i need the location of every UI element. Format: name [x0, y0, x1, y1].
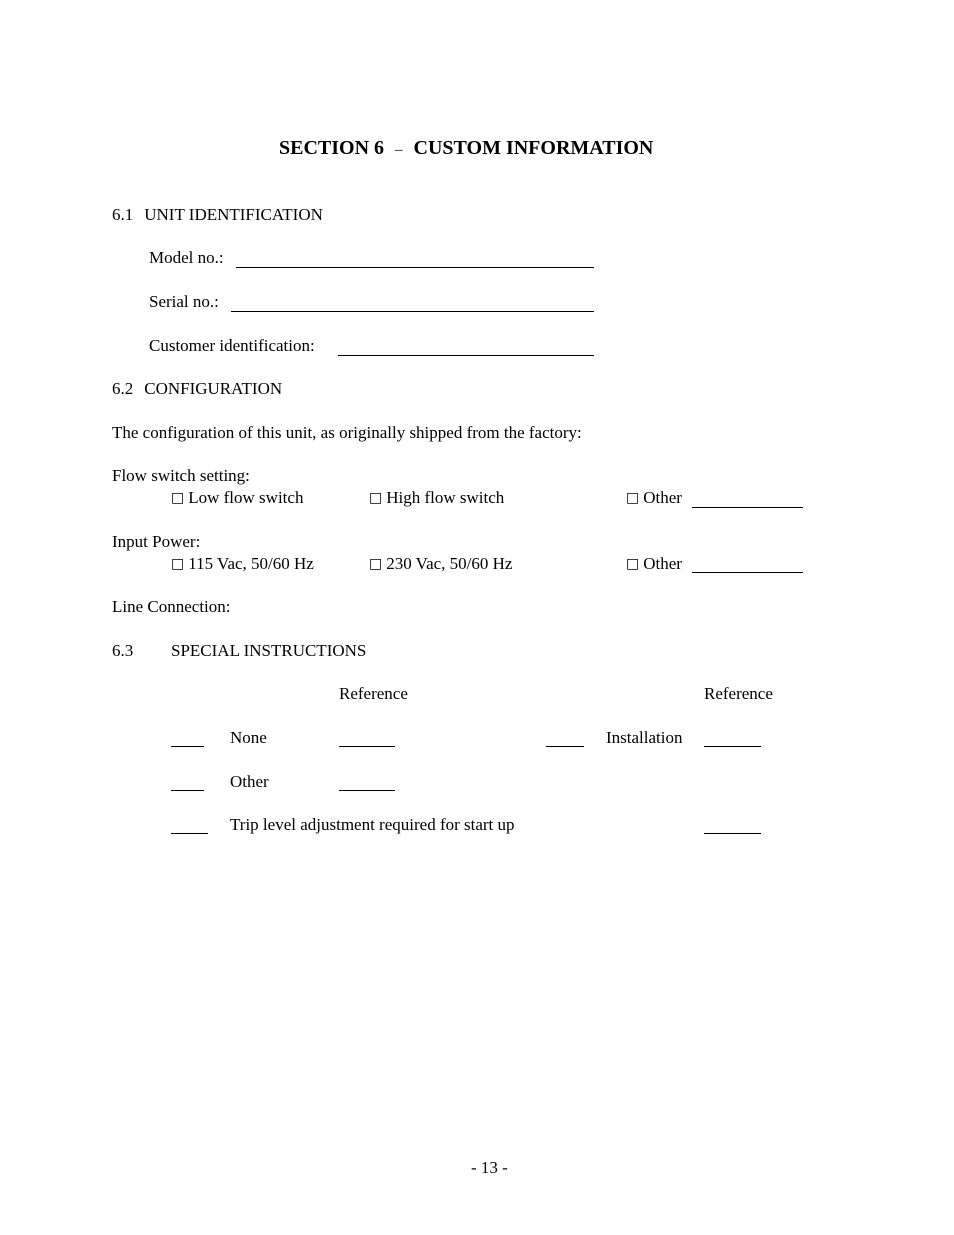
power-other-field[interactable] — [692, 572, 803, 573]
reference-header-left: Reference — [339, 684, 408, 703]
trip-check-blank[interactable] — [171, 833, 208, 834]
input-power-label: Input Power: — [112, 532, 201, 551]
page-number: - 13 - — [471, 1158, 508, 1177]
serial-label: Serial no.: — [149, 292, 219, 311]
item-trip-label: Trip level adjustment required for start up — [230, 815, 515, 834]
line-connection-label: Line Connection: — [112, 597, 231, 616]
model-label: Model no.: — [149, 248, 224, 267]
flow-option-low[interactable] — [171, 488, 303, 509]
section-dash: – — [395, 142, 403, 158]
flow-other-field[interactable] — [692, 507, 803, 508]
s61-number: 6.1 — [112, 205, 134, 224]
serial-field[interactable] — [231, 311, 594, 312]
power-option-other-label: Other — [643, 554, 682, 573]
flow-option-low-label: Low flow switch — [188, 488, 304, 507]
config-intro: The configuration of this unit, as originally shipped from the factory: — [112, 423, 582, 442]
power-option-other[interactable] — [626, 554, 682, 575]
s62-heading — [112, 379, 282, 399]
checkbox-icon[interactable]: □ — [369, 556, 383, 572]
none-check-blank[interactable] — [171, 746, 204, 747]
installation-reference-blank[interactable] — [704, 746, 761, 747]
s62-heading-text: CONFIGURATION — [144, 379, 283, 398]
installation-check-blank[interactable] — [546, 746, 584, 747]
customer-label: Customer identification: — [149, 336, 315, 355]
trip-reference-blank[interactable] — [704, 833, 761, 834]
power-option-230-label: 230 Vac, 50/60 Hz — [386, 554, 513, 573]
s61-heading-text: UNIT IDENTIFICATION — [144, 205, 323, 224]
s63-heading: SPECIAL INSTRUCTIONS — [171, 641, 367, 660]
none-reference-blank[interactable] — [339, 746, 395, 747]
item-installation-label: Installation — [606, 728, 683, 747]
flow-switch-label: Flow switch setting: — [112, 466, 250, 485]
other-check-blank[interactable] — [171, 790, 204, 791]
flow-option-high-label: High flow switch — [386, 488, 505, 507]
s62-number: 6.2 — [112, 379, 134, 398]
section-prefix: SECTION 6 — [279, 137, 385, 159]
flow-option-other-label: Other — [643, 488, 682, 507]
power-option-230[interactable] — [369, 554, 512, 575]
power-option-115[interactable] — [171, 554, 314, 575]
model-field[interactable] — [236, 267, 594, 268]
customer-field[interactable] — [338, 355, 594, 356]
checkbox-icon[interactable]: □ — [369, 490, 383, 506]
s61-heading — [112, 205, 323, 225]
page-title — [279, 136, 653, 162]
s63-number: 6.3 — [112, 641, 134, 660]
section-name: CUSTOM INFORMATION — [413, 137, 654, 159]
item-other-label: Other — [230, 772, 269, 791]
other-reference-blank[interactable] — [339, 790, 395, 791]
checkbox-icon[interactable]: □ — [626, 490, 640, 506]
checkbox-icon[interactable]: □ — [171, 490, 185, 506]
item-none-label: None — [230, 728, 267, 747]
reference-header-right: Reference — [704, 684, 773, 703]
checkbox-icon[interactable]: □ — [626, 556, 640, 572]
flow-option-high[interactable] — [369, 488, 504, 509]
checkbox-icon[interactable]: □ — [171, 556, 185, 572]
power-option-115-label: 115 Vac, 50/60 Hz — [188, 554, 314, 573]
flow-option-other[interactable] — [626, 488, 682, 509]
